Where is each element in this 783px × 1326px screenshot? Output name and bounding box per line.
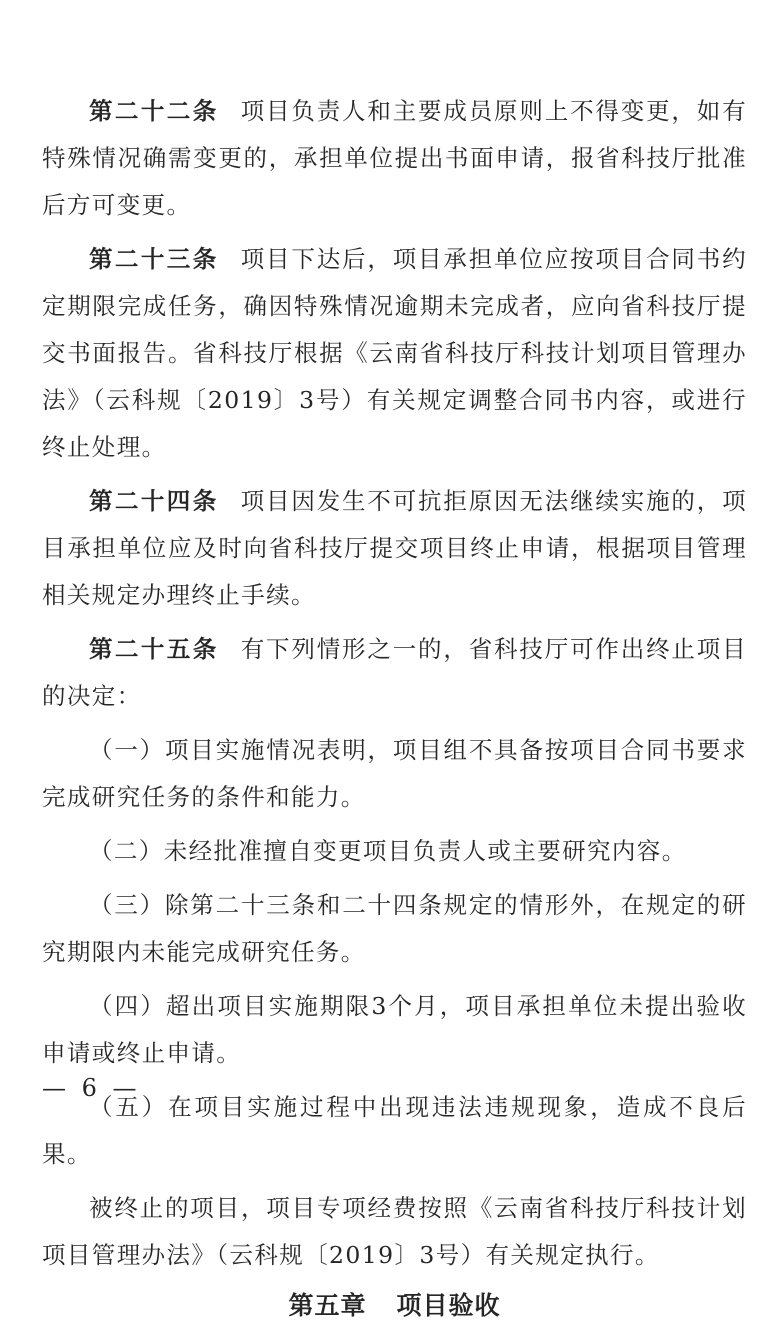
article-24-paragraph	[42, 478, 747, 619]
chapter-heading	[42, 1286, 747, 1326]
article-23-paragraph	[42, 236, 747, 471]
article-text: 项目下达后，项目承担单位应按项目合同书约定期限完成任务，确因特殊情况逾期未完成者，应向省科技厅提交书面报告。省科技厅根据《云南省科技厅科技计划项目管理办法》（云科规〔2019〕3号）有关规定调整合同书内容，或进行终止处理。	[42, 245, 747, 461]
chapter-title: 项目验收	[396, 1291, 501, 1320]
article-text: 项目因发生不可抗拒原因无法继续实施的，项目承担单位应及时向省科技厅提交项目终止申请，根据项目管理相关规定办理终止手续。	[42, 487, 747, 609]
list-item-text: （二）未经批准擅自变更项目负责人或主要研究内容。	[89, 837, 687, 865]
list-item-text: （五）在项目实施过程中出现违法违规现象，造成不良后果。	[42, 1093, 747, 1168]
article-22-paragraph	[42, 88, 747, 229]
list-item-4	[42, 983, 747, 1077]
list-item-3	[42, 882, 747, 976]
list-item-text: （三）除第二十三条和二十四条规定的情形外，在规定的研究期限内未能完成研究任务。	[42, 891, 747, 966]
list-item-1	[42, 727, 747, 821]
document-page	[42, 88, 747, 1326]
page-number: — 6 —	[42, 1074, 141, 1102]
chapter-number: 第五章	[288, 1291, 367, 1320]
terminated-project-paragraph	[42, 1185, 747, 1279]
list-item-text: （一）项目实施情况表明，项目组不具备按项目合同书要求完成研究任务的条件和能力。	[42, 736, 747, 811]
article-25-paragraph	[42, 626, 747, 720]
article-number: 第二十三条	[89, 245, 219, 273]
paragraph-text: 被终止的项目，项目专项经费按照《云南省科技厅科技计划项目管理办法》（云科规〔2019〕3号）有关规定执行。	[42, 1194, 747, 1269]
article-number: 第二十四条	[89, 487, 219, 515]
article-text: 有下列情形之一的，省科技厅可作出终止项目的决定：	[42, 635, 747, 710]
article-number: 第二十二条	[89, 97, 219, 125]
list-item-5	[42, 1084, 747, 1178]
list-item-2	[42, 828, 747, 875]
article-text: 项目负责人和主要成员原则上不得变更，如有特殊情况确需变更的，承担单位提出书面申请，报省科技厅批准后方可变更。	[42, 97, 747, 219]
article-number: 第二十五条	[89, 635, 219, 663]
list-item-text: （四）超出项目实施期限3个月，项目承担单位未提出验收申请或终止申请。	[42, 992, 747, 1067]
